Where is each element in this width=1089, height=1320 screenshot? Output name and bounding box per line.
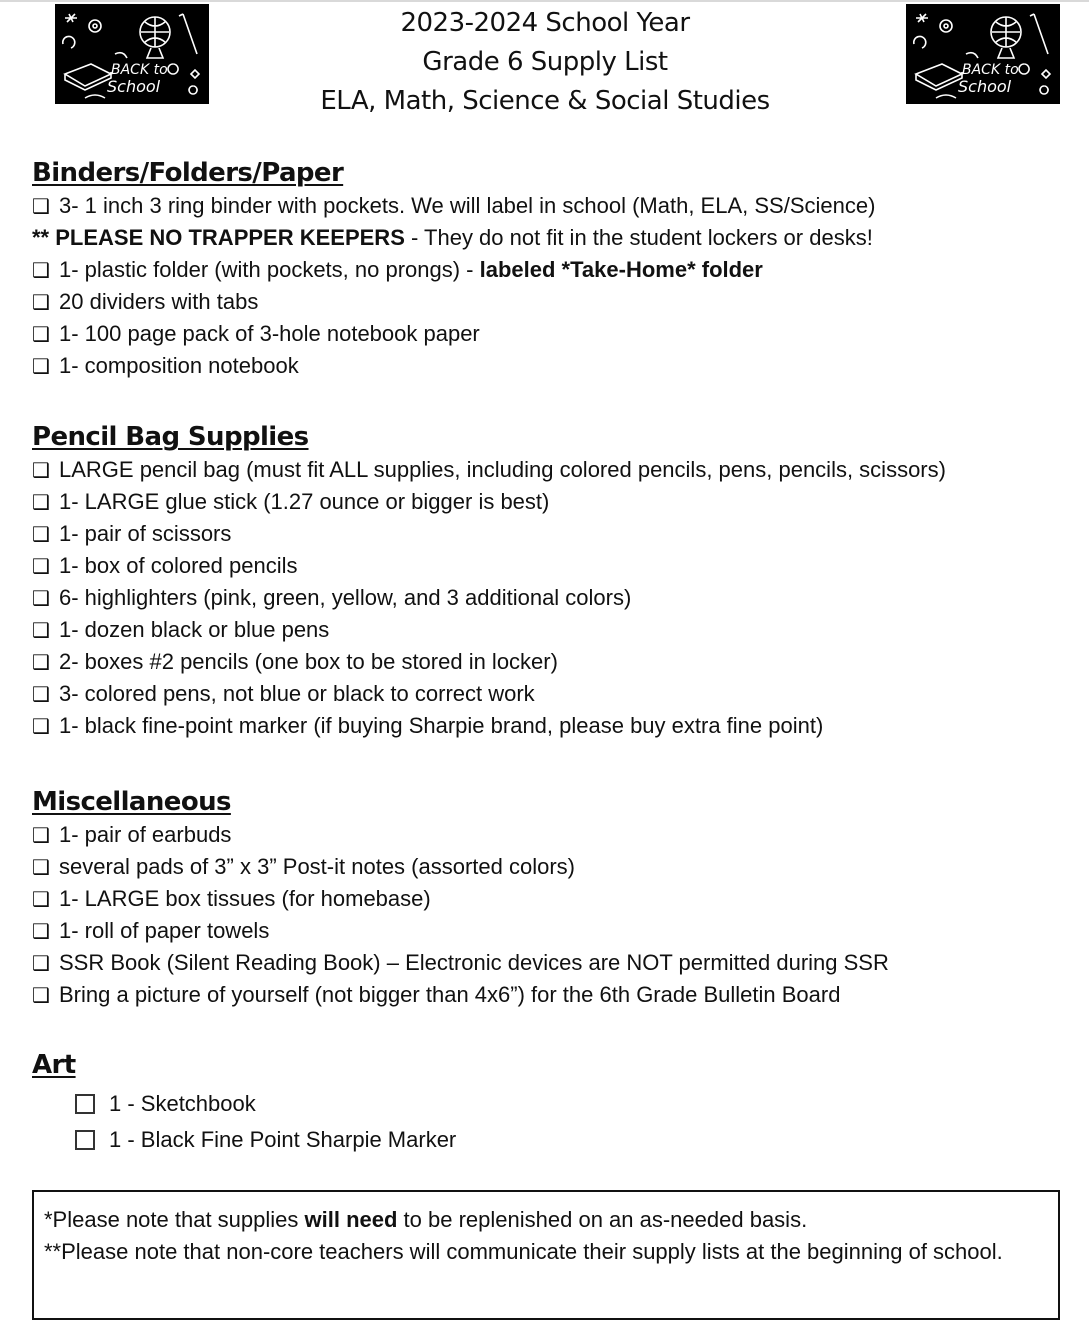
checkbox-icon: ❑ xyxy=(32,260,50,282)
section-title-pencil-bag: Pencil Bag Supplies xyxy=(32,422,309,452)
back-to-school-logo-left xyxy=(55,4,209,104)
logo-text-line1: BACK to xyxy=(962,62,1019,78)
note-warning: ** PLEASE NO TRAPPER KEEPERS xyxy=(32,225,405,250)
checkbox-icon: ❑ xyxy=(32,460,50,482)
list-item: ❑ Bring a picture of yourself (not bigger than 4x6”) for the 6th Grade Bulletin Board xyxy=(32,979,889,1011)
list-item: ❑ 1- roll of paper towels xyxy=(32,915,889,947)
checkbox-icon: ❑ xyxy=(32,953,50,975)
checkbox-icon: ❑ xyxy=(32,556,50,578)
school-doodles-icon xyxy=(906,4,1060,104)
logo-text-line2: School xyxy=(958,77,1012,96)
checkbox-icon: ❑ xyxy=(32,292,50,314)
header-school-year: 2023-2024 School Year xyxy=(400,8,690,38)
logo-text-line1: BACK to xyxy=(111,62,168,78)
checkbox-icon: ❑ xyxy=(32,889,50,911)
checkbox-icon xyxy=(75,1130,95,1150)
list-item: ❑ 1- LARGE box tissues (for homebase) xyxy=(32,883,889,915)
checkbox-icon: ❑ xyxy=(32,985,50,1007)
list-item: 1 - Sketchbook xyxy=(32,1086,456,1122)
checkbox-icon: ❑ xyxy=(32,492,50,514)
checkbox-icon: ❑ xyxy=(32,356,50,378)
section-art xyxy=(32,1048,456,1158)
section-title-binders: Binders/Folders/Paper xyxy=(32,158,344,188)
section-binders xyxy=(32,156,875,382)
checkbox-icon: ❑ xyxy=(32,857,50,879)
list-item: ❑ LARGE pencil bag (must fit ALL supplies, including colored pencils, pens, pencils, scissors) xyxy=(32,454,946,486)
list-item: 1 - Black Fine Point Sharpie Marker xyxy=(32,1122,456,1158)
note-non-core-teachers: **Please note that non-core teachers will communicate their supply lists at the beginning of school. xyxy=(44,1239,1003,1264)
section-miscellaneous xyxy=(32,785,889,1011)
list-item: ❑ 1- dozen black or blue pens xyxy=(32,614,946,646)
binder-note: ** PLEASE NO TRAPPER KEEPERS - They do not fit in the student lockers or desks! xyxy=(32,225,873,250)
list-item: ❑ 3- colored pens, not blue or black to correct work xyxy=(32,678,946,710)
list-item: ❑ 1- pair of earbuds xyxy=(32,819,889,851)
note-replenish: *Please note that supplies will need to be replenished on an as-needed basis. xyxy=(44,1207,808,1232)
list-item: ❑ 1- plastic folder (with pockets, no prongs) - labeled *Take-Home* folder xyxy=(32,254,875,286)
checkbox-icon xyxy=(75,1094,95,1114)
list-item: ❑ SSR Book (Silent Reading Book) – Electronic devices are NOT permitted during SSR xyxy=(32,947,889,979)
checkbox-icon: ❑ xyxy=(32,716,50,738)
list-item: ❑ 2- boxes #2 pencils (one box to be stored in locker) xyxy=(32,646,946,678)
checkbox-icon: ❑ xyxy=(32,196,50,218)
checkbox-icon: ❑ xyxy=(32,684,50,706)
page-top-border xyxy=(0,0,1089,2)
list-item: ❑ 3- 1 inch 3 ring binder with pockets. We will label in school (Math, ELA, SS/Science) xyxy=(32,190,875,222)
header-subjects: ELA, Math, Science & Social Studies xyxy=(320,86,770,116)
section-pencil-bag xyxy=(32,420,946,742)
list-item: ❑ 1- 100 page pack of 3-hole notebook paper xyxy=(32,318,875,350)
header-grade-list: Grade 6 Supply List xyxy=(422,47,668,77)
checkbox-icon: ❑ xyxy=(32,652,50,674)
list-item: ❑ 1- LARGE glue stick (1.27 ounce or bigger is best) xyxy=(32,486,946,518)
school-doodles-icon xyxy=(55,4,209,104)
section-title-miscellaneous: Miscellaneous xyxy=(32,787,231,817)
notes-box xyxy=(32,1190,1060,1320)
list-item: ❑ 1- black fine-point marker (if buying Sharpie brand, please buy extra fine point) xyxy=(32,710,946,742)
list-item: ❑ 6- highlighters (pink, green, yellow, and 3 additional colors) xyxy=(32,582,946,614)
logo-text-line2: School xyxy=(107,77,161,96)
checkbox-icon: ❑ xyxy=(32,825,50,847)
checkbox-icon: ❑ xyxy=(32,921,50,943)
list-item: ❑ 1- pair of scissors xyxy=(32,518,946,550)
checkbox-icon: ❑ xyxy=(32,588,50,610)
list-item: ❑ several pads of 3” x 3” Post-it notes (assorted colors) xyxy=(32,851,889,883)
checkbox-icon: ❑ xyxy=(32,324,50,346)
section-title-art: Art xyxy=(32,1050,76,1080)
checkbox-icon: ❑ xyxy=(32,620,50,642)
back-to-school-logo-right xyxy=(906,4,1060,104)
list-item: ❑ 1- box of colored pencils xyxy=(32,550,946,582)
list-item: ❑ 20 dividers with tabs xyxy=(32,286,875,318)
checkbox-icon: ❑ xyxy=(32,524,50,546)
list-item: ❑ 1- composition notebook xyxy=(32,350,875,382)
